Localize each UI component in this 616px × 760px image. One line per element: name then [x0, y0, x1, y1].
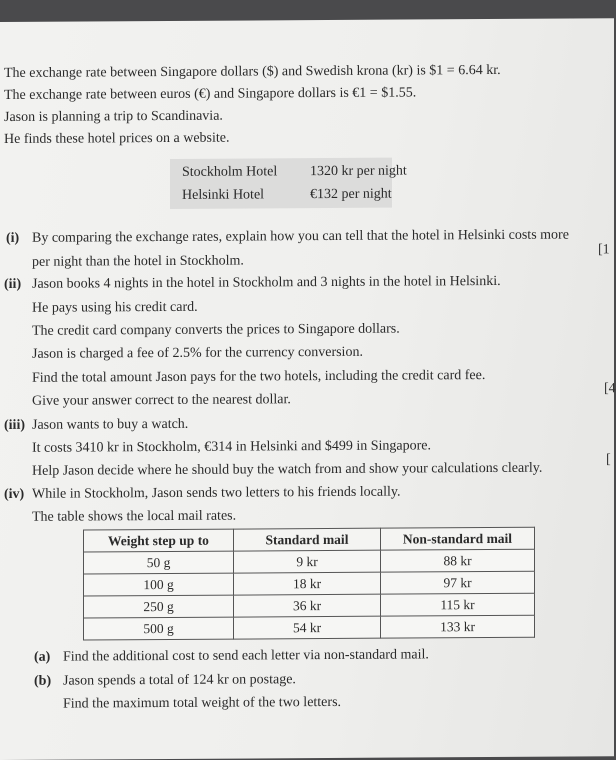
mail-rates-table	[83, 527, 535, 641]
q4-line-2: The table shows the local mail rates.	[32, 508, 237, 525]
q1-mark: [1	[598, 242, 610, 258]
cell-standard: 36 kr	[234, 594, 381, 617]
q3-line-3: Help Jason decide where he should buy the watch from and show your calculations clearly.	[32, 460, 543, 479]
intro-line-3: Jason is planning a trip to Scandinavia.	[4, 108, 223, 125]
table-row	[84, 571, 535, 596]
qa-number: (a)	[34, 649, 51, 665]
q2-number: (ii)	[4, 276, 22, 292]
header-weight: Weight step up to	[84, 529, 234, 552]
hotel-price-2: €132 per night	[310, 186, 392, 203]
cell-non-standard: 88 kr	[381, 549, 535, 572]
q2-line-1: Jason books 4 nights in the hotel in Stockholm and 3 nights in the hotel in Helsinki.	[32, 273, 501, 292]
qb-line-2: Find the maximum total weight of the two letters.	[63, 694, 342, 712]
cell-non-standard: 115 kr	[381, 593, 535, 616]
q3-mark: [	[606, 452, 611, 468]
q3-number: (iii)	[4, 417, 25, 433]
q2-line-2: He pays using his credit card.	[32, 299, 198, 316]
q2-line-3: The credit card company converts the prices to Singapore dollars.	[32, 321, 400, 339]
header-standard: Standard mail	[234, 528, 381, 551]
table-row	[84, 593, 535, 618]
cell-non-standard: 97 kr	[381, 571, 535, 594]
table-row	[84, 549, 535, 574]
intro-line-4: He finds these hotel prices on a website.	[4, 130, 230, 147]
hotel-name-1: Stockholm Hotel	[182, 164, 278, 180]
q1-number: (i)	[6, 230, 20, 246]
q4-number: (iv)	[4, 486, 25, 502]
q2-mark: [4	[604, 381, 616, 397]
q1-line-1: By comparing the exchange rates, explain how you can tell that the hotel in Helsinki costs more	[32, 227, 569, 246]
cell-standard: 18 kr	[234, 572, 381, 595]
hotel-price-box	[170, 158, 407, 209]
q2-line-4: Jason is charged a fee of 2.5% for the currency conversion.	[32, 344, 363, 362]
hotel-price-1: 1320 kr per night	[310, 163, 407, 180]
table-row	[84, 615, 535, 640]
intro-line-1: The exchange rate between Singapore dollars ($) and Swedish krona (kr) is $1 = 6.64 kr.	[4, 62, 501, 81]
cell-weight: 50 g	[84, 551, 234, 574]
hotel-name-2: Helsinki Hotel	[182, 187, 265, 203]
cell-weight: 250 g	[84, 595, 234, 618]
cell-weight: 100 g	[84, 573, 234, 596]
intro-line-2: The exchange rate between euros (€) and Singapore dollars is €1 = $1.55.	[4, 85, 417, 103]
qa-text: Find the additional cost to send each letter via non-standard mail.	[63, 647, 429, 665]
qb-number: (b)	[34, 673, 52, 689]
q2-line-5: Find the total amount Jason pays for the two hotels, including the credit card fee.	[32, 368, 486, 386]
q3-line-2: It costs 3410 kr in Stockholm, €314 in Helsinki and $499 in Singapore.	[32, 438, 431, 456]
worksheet-page	[0, 18, 614, 760]
q2-line-6: Give your answer correct to the nearest dollar.	[32, 392, 291, 409]
header-non-standard: Non-standard mail	[381, 527, 535, 550]
cell-non-standard: 133 kr	[381, 615, 535, 638]
table-header-row	[84, 527, 535, 552]
q3-line-1: Jason wants to buy a watch.	[32, 416, 189, 433]
q1-line-2: per night than the hotel in Stockholm.	[32, 253, 244, 270]
cell-weight: 500 g	[84, 617, 234, 640]
q4-line-1: While in Stockholm, Jason sends two letters to his friends locally.	[32, 484, 401, 502]
qb-line-1: Jason spends a total of 124 kr on postage.	[63, 672, 296, 689]
cell-standard: 9 kr	[234, 550, 381, 573]
cell-standard: 54 kr	[234, 616, 381, 639]
